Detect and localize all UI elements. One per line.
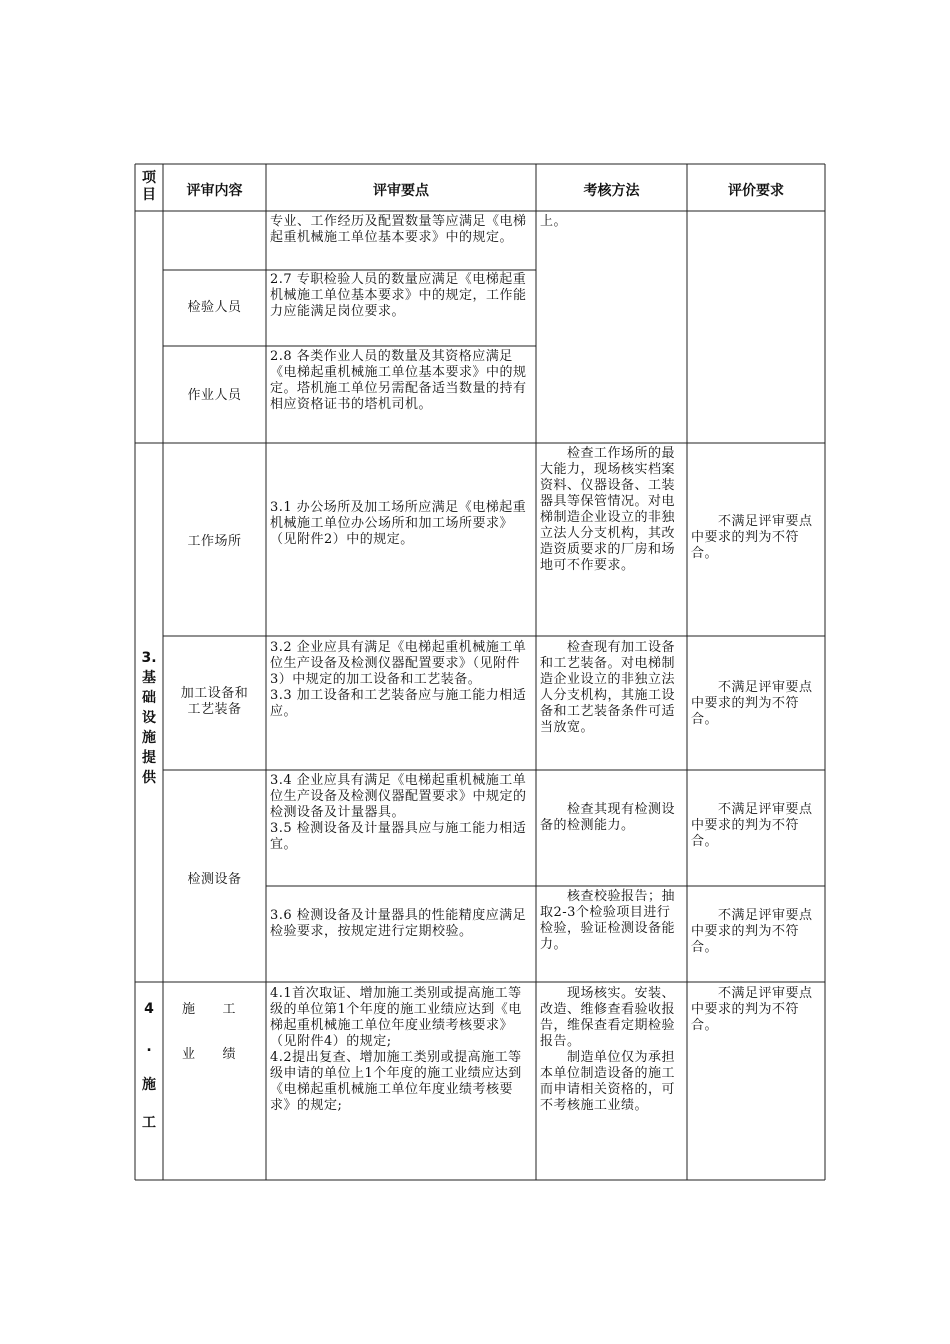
points-2-8: 2.8 各类作业人员的数量及其资格应满足《电梯起重机械施工单位基本要求》中的规定。塔机施工单位另需配备适当数量的持有相应资格证书的塔机司机。 [270, 349, 527, 412]
content-worker: 作业人员 [187, 388, 242, 403]
content-performance-line2: 业 绩 [182, 1047, 237, 1062]
points-3-1: 3.1 办公场所及加工场所应满足《电梯起重机械施工单位办公场所和加工场所要求》（见附件2）中的规定。 [270, 500, 527, 547]
header-requirement: 评价要求 [728, 183, 784, 199]
requirement-testing-a: 不满足评审要点中要求的判为不符合。 [691, 802, 813, 849]
method-performance: 现场核实。安装、改造、维修查看验收报告，维保查看定期检验报告。 制造单位仅为承担本单位制造设备的施工而申请相关资格的，可不考核施工业绩。 [540, 986, 676, 1113]
requirement-equipment: 不满足评审要点中要求的判为不符合。 [691, 680, 813, 727]
header-method: 考核方法 [583, 183, 640, 199]
points-3-4-3-5: 3.4 企业应具有满足《电梯起重机械施工单位生产设备及检测仪器配置要求》中规定的检测设备及计量器具。 3.5 检测设备及计量器具应与施工能力相适宜。 [270, 773, 527, 852]
requirement-testing-b: 不满足评审要点中要求的判为不符合。 [691, 908, 813, 955]
points-2-7: 2.7 专职检验人员的数量应满足《电梯起重机械施工单位基本要求》中的规定，工作能力应能满足岗位要求。 [270, 272, 527, 319]
header-item: 项 目 [142, 170, 156, 203]
points-4-1-4-2: 4.1首次取证、增加施工类别或提高施工等级的单位第1个年度的施工业绩应达到《电梯起重机械施工单位年度业绩考核要求》（见附件4）的规定; 4.2提出复查、增加施工类别或提高施工等级申请的单位上1个年度的施工业绩应达到《电梯起重机械施工单位年度业绩考核要求》的规定; [270, 986, 522, 1113]
content-testing: 检测设备 [187, 872, 242, 887]
content-performance-line1: 施 工 [182, 1002, 237, 1017]
content-equipment: 加工设备和 工艺装备 [180, 686, 249, 717]
requirement-site: 不满足评审要点中要求的判为不符合。 [691, 514, 813, 561]
header-content: 评审内容 [186, 183, 243, 199]
content-site: 工作场所 [187, 534, 242, 549]
content-inspector: 检验人员 [187, 300, 242, 315]
method-equipment: 检查现有加工设备和工艺装备。对电梯制造企业设立的非独立法人分支机构，其施工设备和工艺装备条件可适当放宽。 [540, 640, 676, 735]
section-3-label: 3. 基 础 设 施 提 供 [141, 650, 157, 786]
method-testing-b: 核查校验报告；抽取2-3个检验项目进行检验，验证检测设备能力。 [540, 889, 676, 952]
section-4-label: 4 . 施 工 [142, 1001, 156, 1131]
points-continuation: 专业、工作经历及配置数量等应满足《电梯起重机械施工单位基本要求》中的规定。 [270, 214, 527, 245]
points-3-2-3-3: 3.2 企业应具有满足《电梯起重机械施工单位生产设备及检测仪器配置要求》（见附件3）中规定的加工设备和工艺装备。 3.3 加工设备和工艺装备应与施工能力相适应。 [270, 640, 527, 719]
method-site: 检查工作场所的最大能力，现场核实档案资料、仪器设备、工装器具等保管情况。对电梯制造企业设立的非独立法人分支机构，其改造资质要求的厂房和场地可不作要求。 [540, 446, 676, 573]
method-continuation: 上。 [540, 214, 568, 229]
requirement-performance: 不满足评审要点中要求的判为不符合。 [691, 986, 813, 1033]
method-testing-a: 检查其现有检测设备的检测能力。 [540, 802, 676, 833]
header-points: 评审要点 [373, 183, 429, 199]
points-3-6: 3.6 检测设备及计量器具的性能精度应满足检验要求，按规定进行定期校验。 [270, 908, 527, 939]
